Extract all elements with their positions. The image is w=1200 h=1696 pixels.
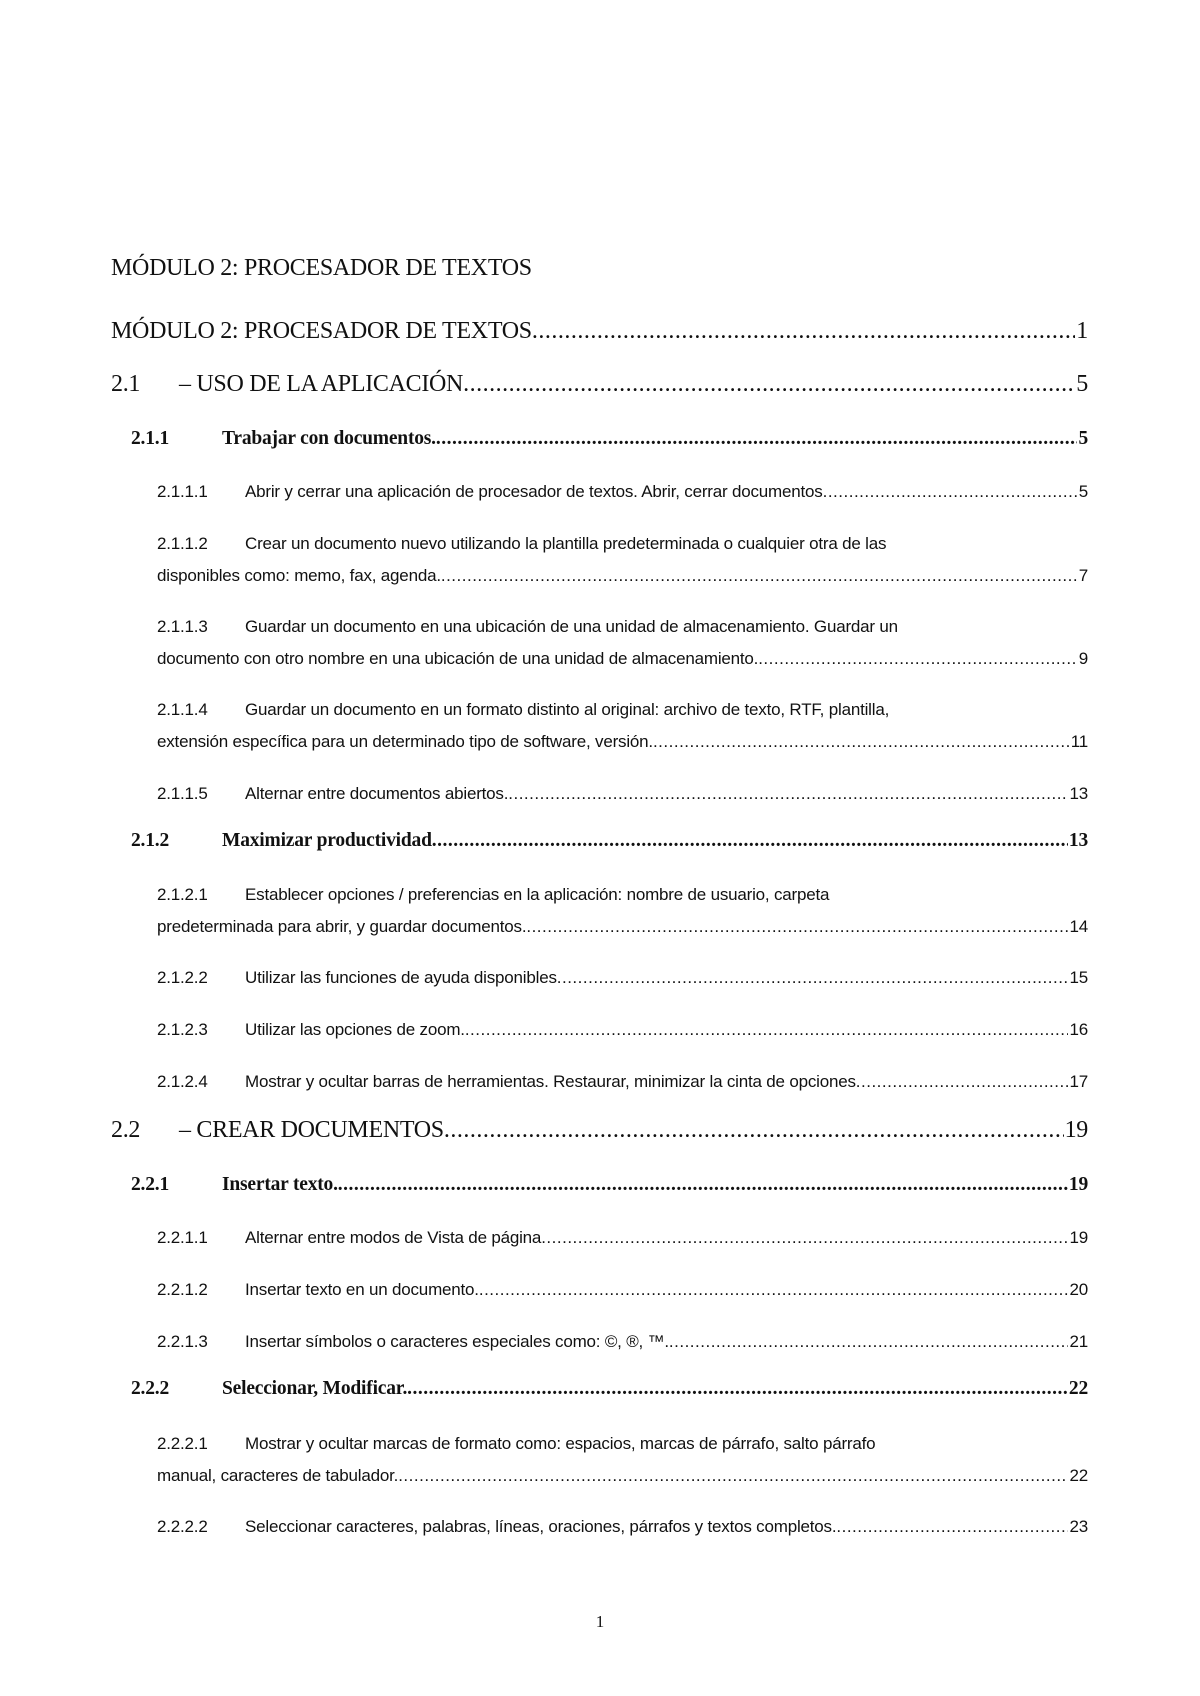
toc-entry-level3[interactable]: [157, 962, 1088, 994]
toc-entry-number: 2.2.2.2: [157, 1517, 208, 1536]
toc-leader: [465, 1014, 1069, 1046]
toc-entry-level2[interactable]: [131, 1174, 1088, 1196]
toc-entry-text: Utilizar las opciones de zoom.: [245, 1020, 465, 1039]
toc-entry-text: Utilizar las funciones de ayuda disponibles: [245, 968, 557, 987]
toc-entry-text: Seleccionar, Modificar.: [222, 1378, 408, 1399]
toc-leader: [338, 1174, 1068, 1196]
toc-entry-text: – USO DE LA APLICACIÓN: [179, 371, 464, 397]
toc-entry-level1[interactable]: [111, 318, 1088, 345]
toc-entry-number: 2.1.1.2: [157, 534, 208, 553]
page-number: 1: [595, 1612, 605, 1631]
toc-page-number: 19: [1068, 1174, 1088, 1195]
toc-entry-text: Guardar un documento en un formato distinto al original: archivo de texto, RTF, plantilla,: [245, 700, 890, 719]
toc-entry-text-continued: disponibles como: memo, fax, agenda.: [157, 566, 441, 585]
toc-leader: [532, 318, 1075, 345]
toc-entry-level3[interactable]: [157, 694, 1088, 758]
toc-leader: [526, 911, 1068, 943]
toc-entry-text: – CREAR DOCUMENTOS: [179, 1117, 444, 1143]
toc-page-number: 7: [1078, 566, 1088, 585]
toc-page-number: 9: [1078, 649, 1088, 668]
toc-entry-text-continued: extensión específica para un determinado tipo de software, versión.: [157, 732, 653, 751]
toc-entry-number: 2.1.2.4: [157, 1072, 208, 1091]
toc-leader: [856, 1066, 1069, 1098]
toc-entry-text: Mostrar y ocultar marcas de formato como: espacios, marcas de párrafo, salto párrafo: [245, 1434, 876, 1453]
toc-leader: [441, 560, 1078, 592]
toc-entry-text: Maximizar productividad: [222, 830, 432, 851]
toc-entry-level3[interactable]: [157, 476, 1088, 508]
toc-page-number: 15: [1069, 968, 1088, 987]
toc-entry-text: Seleccionar caracteres, palabras, líneas, oraciones, párrafos y textos completos.: [245, 1517, 837, 1536]
toc-entry-number: 2.1.1.1: [157, 482, 208, 501]
toc-page-number: 20: [1069, 1280, 1088, 1299]
toc-entry-text: Trabajar con documentos.: [222, 428, 436, 449]
toc-entry-level3[interactable]: [157, 1511, 1088, 1543]
toc-page-number: 21: [1069, 1332, 1088, 1351]
toc-leader: [669, 1326, 1069, 1358]
toc-entry-number: 2.1: [111, 371, 141, 397]
toc-entry-number: 2.1.2.2: [157, 968, 208, 987]
toc-page-number: 16: [1069, 1020, 1088, 1039]
toc-leader: [508, 778, 1068, 810]
toc-entry-number: 2.1.2.3: [157, 1020, 208, 1039]
toc-page-number: 17: [1069, 1072, 1088, 1091]
toc-leader: [444, 1117, 1064, 1144]
toc-entry-number: 2.2.1.3: [157, 1332, 208, 1351]
toc-entry-text: Crear un documento nuevo utilizando la plantilla predeterminada o cualquier otra de las: [245, 534, 887, 553]
toc-page-number: 23: [1069, 1517, 1088, 1536]
toc-page-number: 5: [1078, 428, 1088, 449]
toc-entry-number: 2.1.2: [131, 830, 170, 851]
toc-page-number: 19: [1064, 1117, 1088, 1143]
toc-entry-number: 2.1.1.5: [157, 784, 208, 803]
toc-entry-level3[interactable]: [157, 611, 1088, 675]
toc-entry-level3[interactable]: [157, 1222, 1088, 1254]
toc-entry-text: Insertar texto en un documento.: [245, 1280, 479, 1299]
toc-entry-level3[interactable]: [157, 1066, 1088, 1098]
toc-entry-level3[interactable]: [157, 1428, 1088, 1492]
toc-entry-level3[interactable]: [157, 1274, 1088, 1306]
toc-entry-text: Alternar entre modos de Vista de página: [245, 1228, 542, 1247]
toc-entry-text: Guardar un documento en una ubicación de una unidad de almacenamiento. Guardar un: [245, 617, 898, 636]
toc-leader: [463, 371, 1075, 398]
toc-entry-level3[interactable]: [157, 879, 1088, 943]
toc-page-number: 13: [1069, 784, 1088, 803]
toc-entry-text: Insertar símbolos o caracteres especiales como: ©, ®, ™.: [245, 1332, 669, 1351]
toc-entry-level3[interactable]: [157, 528, 1088, 592]
toc-entry-number: 2.2.2: [131, 1378, 170, 1399]
document-title: MÓDULO 2: PROCESADOR DE TEXTOS: [111, 255, 532, 281]
toc-leader: [432, 830, 1068, 852]
toc-entry-number: 2.1.2.1: [157, 885, 208, 904]
toc-page-number: 14: [1069, 917, 1088, 936]
toc-page-number: 22: [1069, 1466, 1088, 1485]
toc-entry-level2[interactable]: [131, 1378, 1088, 1400]
toc-entry-number: 2.2.1.2: [157, 1280, 208, 1299]
toc-entry-level3[interactable]: [157, 1014, 1088, 1046]
toc-entry-level3[interactable]: [157, 1326, 1088, 1358]
toc-entry-number: 2.2.1: [131, 1174, 170, 1195]
toc-entry-text: Mostrar y ocultar barras de herramientas. Restaurar, minimizar la cinta de opciones: [245, 1072, 856, 1091]
toc-entry-number: 2.1.1.3: [157, 617, 208, 636]
toc-entry-text-continued: predeterminada para abrir, y guardar documentos.: [157, 917, 527, 936]
toc-entry-level2[interactable]: [131, 830, 1088, 852]
toc-entry-text: MÓDULO 2: PROCESADOR DE TEXTOS: [111, 318, 532, 344]
toc-entry-text-continued: manual, caracteres de tabulador.: [157, 1466, 399, 1485]
toc-page-number: 22: [1068, 1378, 1088, 1399]
toc-page-number: 11: [1070, 732, 1088, 751]
toc-page-number: 1: [1076, 318, 1088, 344]
toc-leader: [398, 1460, 1068, 1492]
toc-entry-level1[interactable]: [111, 371, 1088, 398]
toc-leader: [541, 1222, 1068, 1254]
toc-entry-level3[interactable]: [157, 778, 1088, 810]
toc-entry-text: Establecer opciones / preferencias en la aplicación: nombre de usuario, carpeta: [245, 885, 830, 904]
toc-leader: [407, 1378, 1068, 1400]
toc-page-number: 5: [1078, 482, 1088, 501]
toc-entry-number: 2.2.2.1: [157, 1434, 208, 1453]
toc-entry-number: 2.2: [111, 1117, 141, 1143]
toc-page-number: 19: [1069, 1228, 1088, 1247]
toc-entry-level1[interactable]: [111, 1117, 1088, 1144]
toc-page-number: 5: [1076, 371, 1088, 397]
toc-leader: [653, 726, 1070, 758]
toc-leader: [557, 962, 1069, 994]
toc-entry-number: 2.1.1.4: [157, 700, 208, 719]
toc-page-number: 13: [1068, 830, 1088, 851]
toc-entry-text-continued: documento con otro nombre en una ubicación de una unidad de almacenamiento.: [157, 649, 759, 668]
toc-leader: [823, 476, 1078, 508]
toc-entry-level2[interactable]: [131, 428, 1088, 450]
toc-entry-text: Abrir y cerrar una aplicación de procesador de textos. Abrir, cerrar documentos: [245, 482, 823, 501]
toc-entry-text: Alternar entre documentos abiertos.: [245, 784, 509, 803]
toc-leader: [436, 428, 1078, 450]
toc-leader: [758, 643, 1078, 675]
toc-leader: [479, 1274, 1069, 1306]
toc-entry-number: 2.2.1.1: [157, 1228, 208, 1247]
toc-entry-number: 2.1.1: [131, 428, 170, 449]
toc-leader: [836, 1511, 1068, 1543]
toc-entry-text: Insertar texto.: [222, 1174, 338, 1195]
